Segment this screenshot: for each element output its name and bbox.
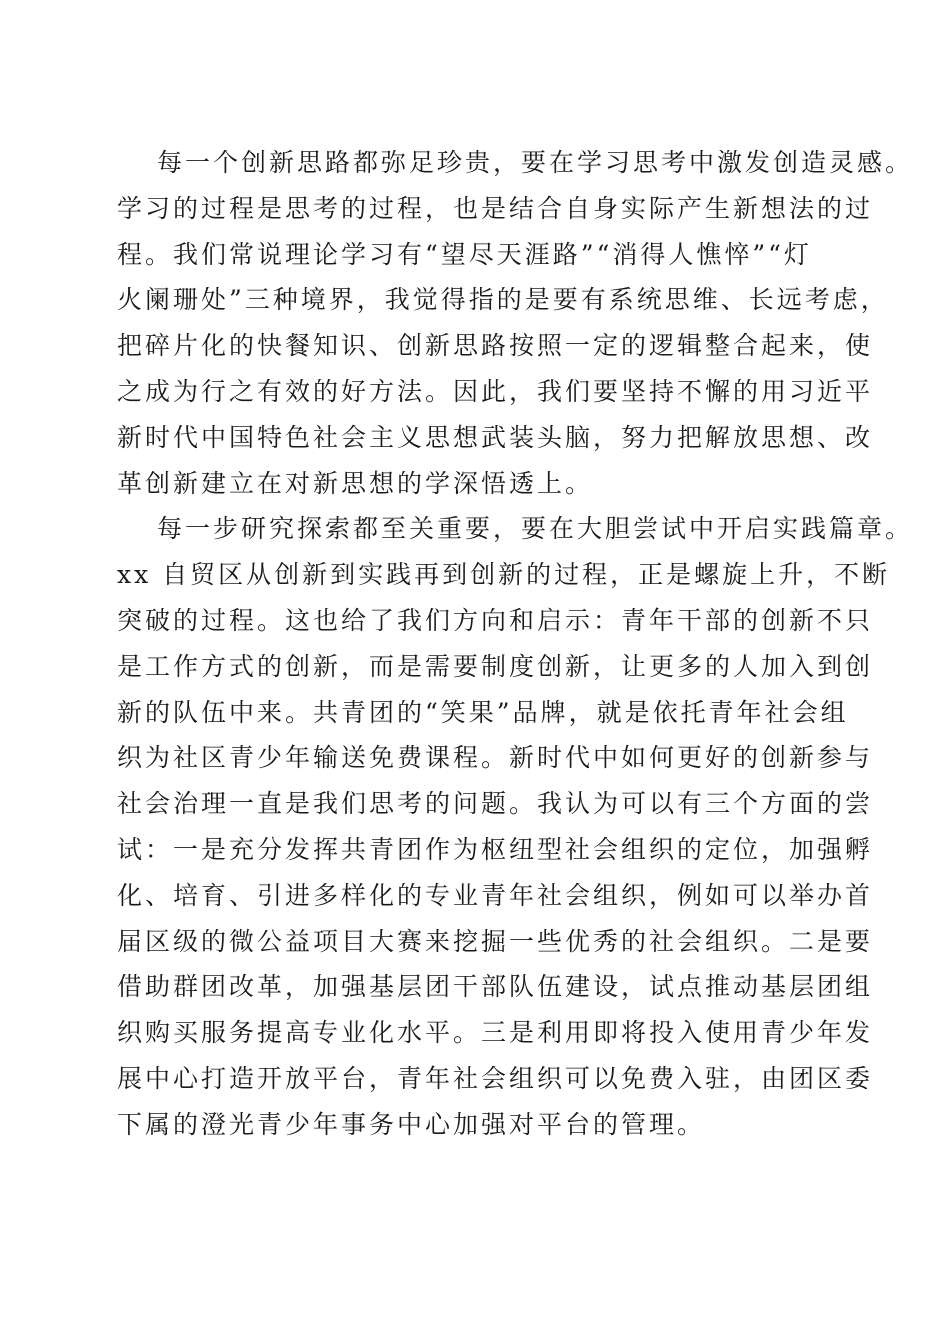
text-line: 届区级的微公益项目大赛来挖掘一些优秀的社会组织。二是要 — [117, 926, 874, 956]
text-line: 新时代中国特色社会主义思想武装头脑，努力把解放思想、改 — [117, 422, 874, 452]
text-line: 织为社区青少年输送免费课程。新时代中如何更好的创新参与 — [117, 743, 874, 773]
text-line: 火阑珊处”三种境界，我觉得指的是要有系统思维、长远考虑， — [117, 285, 889, 315]
paragraph-1 — [117, 140, 914, 506]
text-line: 社会治理一直是我们思考的问题。我认为可以有三个方面的尝 — [117, 789, 874, 819]
text-line: 之成为行之有效的好方法。因此，我们要坚持不懈的用习近平 — [117, 376, 874, 406]
text-line: 突破的过程。这也给了我们方向和启示：青年干部的创新不只 — [117, 605, 874, 635]
text-line: 革创新建立在对新思想的学深悟透上。 — [117, 468, 594, 498]
text-line: 是工作方式的创新，而是需要制度创新，让更多的人加入到创 — [117, 651, 874, 681]
document-body — [117, 140, 914, 1148]
text-line: 下属的澄光青少年事务中心加强对平台的管理。 — [117, 1109, 706, 1139]
text-line: 新的队伍中来。共青团的“笑果”品牌，就是依托青年社会组 — [117, 697, 849, 727]
text-line: 把碎片化的快餐知识、创新思路按照一定的逻辑整合起来，使 — [117, 331, 874, 361]
text-line: 织购买服务提高专业化水平。三是利用即将投入使用青少年发 — [117, 1018, 874, 1048]
text-line: 每一个创新思路都弥足珍贵，要在学习思考中激发创造灵感。 — [157, 148, 914, 177]
text-line: 每一步研究探索都至关重要，要在大胆尝试中开启实践篇章。 — [157, 514, 914, 544]
text-line: 程。我们常说理论学习有“望尽天涯路”“消得人憔悴”“灯 — [117, 239, 812, 269]
text-line: 化、培育、引进多样化的专业青年社会组织，例如可以举办首 — [117, 880, 874, 910]
text-line: 试：一是充分发挥共青团作为枢纽型社会组织的定位，加强孵 — [117, 834, 874, 864]
paragraph-2 — [117, 506, 914, 1147]
text-line: 展中心打造开放平台，青年社会组织可以免费入驻，由团区委 — [117, 1063, 874, 1093]
text-line: 学习的过程是思考的过程，也是结合自身实际产生新想法的过 — [117, 193, 874, 223]
text-line: 借助群团改革，加强基层团干部队伍建设，试点推动基层团组 — [117, 972, 874, 1002]
text-line: xx 自贸区从创新到实践再到创新的过程，正是螺旋上升，不断 — [117, 560, 891, 590]
